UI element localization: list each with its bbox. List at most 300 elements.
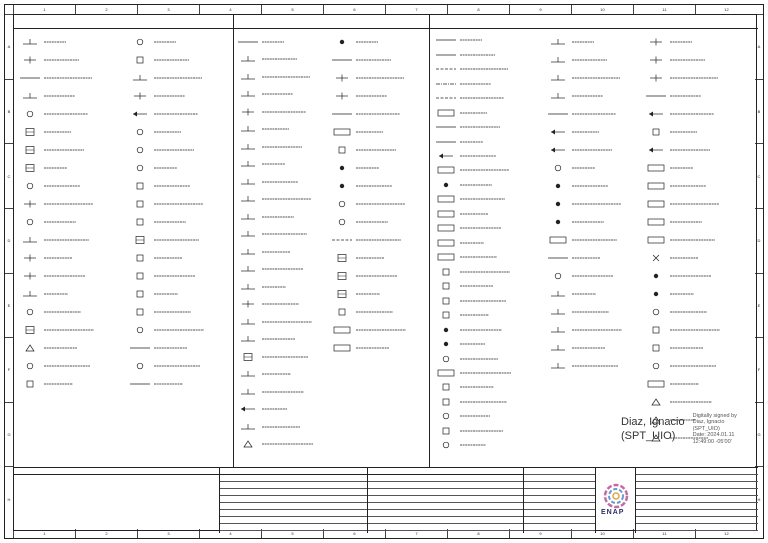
legend-symbol-icon (19, 308, 41, 316)
legend-symbol-icon (435, 138, 457, 146)
legend-entry (434, 207, 542, 221)
legend-symbol-icon (435, 80, 457, 88)
legend-symbol-icon (645, 398, 667, 406)
legend-column (644, 33, 756, 447)
legend-description-illegible (260, 266, 320, 272)
legend-description-illegible (668, 111, 728, 117)
title-block-row (220, 496, 367, 503)
legend-entry (644, 339, 756, 357)
legend-symbol-icon (435, 355, 457, 363)
grid-column-label: 1 (13, 5, 75, 14)
legend-description-illegible (458, 428, 518, 434)
title-block-project-info (636, 468, 758, 533)
legend-entry (18, 213, 122, 231)
title-block-row (368, 510, 523, 517)
legend-entry (434, 236, 542, 250)
legend-entry (644, 87, 756, 105)
legend-description-illegible (260, 284, 320, 290)
legend-entry (644, 141, 756, 159)
legend-symbol-icon (237, 423, 259, 431)
legend-symbol-icon (129, 380, 151, 388)
legend-entry (236, 383, 328, 401)
legend-entry (18, 141, 122, 159)
legend-description-illegible (260, 74, 320, 80)
legend-entry (330, 267, 428, 285)
legend-description-illegible (260, 406, 320, 412)
legend-description-illegible (458, 341, 518, 347)
title-block-row (636, 503, 758, 510)
legend-symbol-icon (129, 254, 151, 262)
legend-symbol-icon (237, 38, 259, 46)
legend-description-illegible (152, 165, 212, 171)
legend-description-illegible (42, 111, 102, 117)
legend-entry (644, 213, 756, 231)
grid-row-label: B (5, 79, 13, 144)
legend-panel-1 (14, 15, 234, 467)
legend-symbol-icon (129, 74, 151, 82)
signature-details (693, 413, 737, 445)
legend-entry (18, 321, 122, 339)
legend-symbol-icon (331, 272, 353, 280)
legend-symbol-icon (547, 74, 569, 82)
legend-description-illegible (42, 183, 102, 189)
grid-column-label: 10 (571, 5, 633, 14)
legend-description-illegible (152, 255, 212, 261)
legend-symbol-icon (547, 326, 569, 334)
legend-symbol-icon (331, 92, 353, 100)
legend-description-illegible (458, 167, 518, 173)
legend-symbol-icon (19, 344, 41, 352)
legend-entry (644, 393, 756, 411)
legend-symbol-icon (237, 318, 259, 326)
legend-column (546, 33, 640, 375)
legend-entry (330, 285, 428, 303)
legend-symbol-icon (435, 65, 457, 73)
title-block-row (524, 482, 595, 489)
legend-symbol-icon (547, 110, 569, 118)
legend-description-illegible (260, 371, 320, 377)
legend-entry (128, 375, 232, 393)
legend-symbol-icon (645, 380, 667, 388)
panel-header (14, 15, 233, 29)
legend-description-illegible (354, 39, 414, 45)
legend-description-illegible (570, 147, 630, 153)
grid-column-label: 4 (199, 5, 261, 14)
enap-logo-icon (598, 483, 634, 509)
legend-description-illegible (354, 291, 414, 297)
legend-entry (644, 285, 756, 303)
legend-symbol-icon (645, 362, 667, 370)
legend-symbol-icon (547, 236, 569, 244)
legend-entry (330, 105, 428, 123)
legend-symbol-icon (129, 182, 151, 190)
legend-description-illegible (260, 336, 320, 342)
legend-symbol-icon (547, 128, 569, 136)
legend-description-illegible (570, 327, 630, 333)
legend-entry (434, 62, 542, 76)
grid-row-label: B (755, 79, 763, 144)
grid-column-label: 11 (633, 529, 695, 538)
legend-symbol-icon (331, 236, 353, 244)
legend-entry (330, 33, 428, 51)
grid-column-label: 7 (385, 529, 447, 538)
legend-entry (546, 339, 640, 357)
legend-entry (644, 267, 756, 285)
legend-entry (434, 192, 542, 206)
legend-symbol-icon (547, 164, 569, 172)
legend-entry (236, 348, 328, 366)
title-block-references (220, 468, 368, 533)
grid-row-label: H (755, 466, 763, 531)
legend-entry (434, 438, 542, 452)
legend-entry (236, 418, 328, 436)
legend-entry (434, 250, 542, 264)
legend-symbol-icon (435, 326, 457, 334)
legend-description-illegible (260, 91, 320, 97)
legend-entry (644, 69, 756, 87)
legend-symbol-icon (645, 344, 667, 352)
legend-description-illegible (42, 147, 102, 153)
legend-description-illegible (458, 442, 518, 448)
legend-entry (434, 76, 542, 90)
legend-symbol-icon (237, 283, 259, 291)
legend-description-illegible (42, 237, 102, 243)
digital-signature (621, 413, 737, 445)
title-block-row (636, 517, 758, 524)
legend-entry (128, 33, 232, 51)
legend-symbol-icon (129, 200, 151, 208)
legend-description-illegible (458, 254, 518, 260)
grid-row-label: G (755, 402, 763, 467)
legend-entry (644, 51, 756, 69)
legend-entry (18, 357, 122, 375)
legend-symbol-icon (547, 344, 569, 352)
legend-entry (236, 436, 328, 454)
legend-symbol-icon (237, 55, 259, 63)
title-block-row (636, 482, 758, 489)
legend-description-illegible (668, 75, 728, 81)
legend-symbol-icon (19, 326, 41, 334)
legend-entry (434, 380, 542, 394)
legend-description-illegible (152, 201, 212, 207)
legend-symbol-icon (237, 90, 259, 98)
legend-symbol-icon (129, 344, 151, 352)
grid-row-label: E (5, 273, 13, 338)
legend-description-illegible (458, 196, 518, 202)
title-block-row (636, 524, 758, 531)
signer-name-line: Diaz, Ignacio (621, 416, 685, 429)
legend-symbol-icon (645, 164, 667, 172)
legend-symbol-icon (129, 362, 151, 370)
legend-symbol-icon (645, 74, 667, 82)
panel-header (430, 15, 758, 29)
grid-row-label: D (755, 208, 763, 273)
legend-symbol-icon (237, 440, 259, 448)
legend-description-illegible (152, 219, 212, 225)
legend-symbol-icon (331, 326, 353, 334)
legend-entry (236, 278, 328, 296)
legend-description-illegible (668, 273, 728, 279)
legend-description-illegible (458, 182, 518, 188)
grid-column-label: 11 (633, 5, 695, 14)
legend-entry (18, 33, 122, 51)
title-block-approvals (524, 468, 596, 533)
legend-symbol-icon (331, 290, 353, 298)
legend-entry (128, 249, 232, 267)
legend-entry (128, 87, 232, 105)
title-block-row (368, 496, 523, 503)
legend-symbol-icon (129, 308, 151, 316)
legend-symbol-icon (19, 182, 41, 190)
legend-description-illegible (260, 249, 320, 255)
signature-detail: Diaz, Ignacio (692, 419, 725, 426)
legend-symbol-icon (129, 218, 151, 226)
legend-symbol-icon (19, 200, 41, 208)
legend-description-illegible (42, 39, 102, 45)
legend-panel-2 (234, 15, 430, 467)
legend-description-illegible (152, 273, 212, 279)
legend-entry (236, 86, 328, 104)
grid-row-label: E (755, 273, 763, 338)
legend-description-illegible (458, 153, 518, 159)
grid-column-label: 8 (447, 5, 509, 14)
grid-column-label: 6 (323, 529, 385, 538)
legend-description-illegible (458, 327, 518, 333)
legend-description-illegible (570, 111, 630, 117)
legend-entry (236, 121, 328, 139)
legend-entry (546, 303, 640, 321)
legend-symbol-icon (129, 56, 151, 64)
legend-symbol-icon (435, 340, 457, 348)
legend-description-illegible (570, 129, 630, 135)
legend-entry (18, 177, 122, 195)
legend-entry (330, 159, 428, 177)
legend-symbol-icon (645, 56, 667, 64)
legend-description-illegible (260, 301, 320, 307)
legend-symbol-icon (19, 110, 41, 118)
legend-entry (128, 231, 232, 249)
legend-entry (330, 51, 428, 69)
legend-entry (434, 366, 542, 380)
legend-description-illegible (570, 57, 630, 63)
legend-symbol-icon (547, 308, 569, 316)
legend-entry (330, 195, 428, 213)
title-block-row (524, 524, 595, 531)
legend-description-illegible (668, 93, 728, 99)
legend-entry (330, 303, 428, 321)
legend-symbol-icon (331, 182, 353, 190)
legend-symbol-icon (237, 230, 259, 238)
legend-description-illegible (570, 39, 630, 45)
legend-entry (434, 221, 542, 235)
legend-symbol-icon (435, 36, 457, 44)
legend-description-illegible (152, 291, 212, 297)
legend-description-illegible (570, 237, 630, 243)
legend-description-illegible (458, 139, 518, 145)
legend-entry (546, 321, 640, 339)
notes-header (14, 468, 219, 475)
grid-row-label: H (5, 466, 13, 531)
legend-symbol-icon (331, 200, 353, 208)
legend-entry (236, 138, 328, 156)
legend-symbol-icon (435, 427, 457, 435)
legend-symbol-icon (129, 164, 151, 172)
legend-symbol-icon (547, 56, 569, 64)
legend-symbol-icon (435, 311, 457, 319)
legend-entry (18, 195, 122, 213)
legend-description-illegible (152, 147, 212, 153)
legend-description-illegible (668, 291, 728, 297)
legend-symbol-icon (237, 73, 259, 81)
legend-symbol-icon (237, 248, 259, 256)
legend-symbol-icon (547, 362, 569, 370)
legend-symbol-icon (547, 290, 569, 298)
legend-symbol-icon (435, 253, 457, 261)
drawing-frame (13, 14, 757, 531)
legend-entry (330, 321, 428, 339)
legend-description-illegible (570, 93, 630, 99)
legend-column (18, 33, 122, 393)
legend-symbol-icon (129, 110, 151, 118)
legend-description-illegible (260, 179, 320, 185)
left-grid-ruler (5, 14, 13, 531)
grid-row-label: D (5, 208, 13, 273)
legend-symbol-icon (645, 146, 667, 154)
legend-entry (434, 33, 542, 47)
legend-description-illegible (458, 95, 518, 101)
title-block-row (524, 489, 595, 496)
legend-description-illegible (668, 345, 728, 351)
legend-symbol-icon (645, 38, 667, 46)
legend-entry (546, 51, 640, 69)
legend-entry (546, 195, 640, 213)
legend-entry (236, 33, 328, 51)
legend-description-illegible (42, 255, 102, 261)
grid-row-label: F (755, 337, 763, 402)
legend-entry (128, 51, 232, 69)
legend-description-illegible (354, 129, 414, 135)
legend-symbol-icon (129, 92, 151, 100)
legend-symbol-icon (19, 218, 41, 226)
legend-description-illegible (668, 183, 728, 189)
legend-entry (18, 105, 122, 123)
signer-name (621, 415, 685, 443)
title-block-row (524, 468, 595, 475)
legend-description-illegible (458, 283, 518, 289)
legend-symbol-icon (331, 146, 353, 154)
signature-detail: Digitally signed by (692, 413, 737, 419)
legend-description-illegible (260, 144, 320, 150)
legend-description-illegible (354, 75, 414, 81)
legend-symbol-icon (645, 236, 667, 244)
legend-description-illegible (458, 211, 518, 217)
legend-entry (236, 243, 328, 261)
legend-symbol-icon (129, 146, 151, 154)
legend-entry (434, 163, 542, 177)
legend-entry (128, 177, 232, 195)
legend-symbol-icon (331, 74, 353, 82)
title-block-row (220, 489, 367, 496)
legend-symbol-icon (435, 369, 457, 377)
legend-description-illegible (570, 183, 630, 189)
legend-entry (236, 331, 328, 349)
legend-description-illegible (570, 273, 630, 279)
legend-entry (236, 226, 328, 244)
legend-symbol-icon (547, 272, 569, 280)
legend-description-illegible (152, 75, 212, 81)
legend-entry (434, 322, 542, 336)
signature-detail: 12:49:00 -05'00' (692, 438, 732, 445)
legend-entry (434, 134, 542, 148)
legend-symbol-icon (129, 290, 151, 298)
title-block-row (220, 510, 367, 517)
legend-symbol-icon (435, 166, 457, 174)
legend-description-illegible (668, 219, 728, 225)
legend-description-illegible (668, 57, 728, 63)
legend-entry (236, 103, 328, 121)
legend-description-illegible (570, 309, 630, 315)
legend-entry (236, 296, 328, 314)
legend-description-illegible (42, 327, 102, 333)
legend-description-illegible (354, 327, 414, 333)
legend-description-illegible (42, 309, 102, 315)
legend-entry (434, 178, 542, 192)
grid-column-label: 10 (571, 529, 633, 538)
legend-entry (546, 231, 640, 249)
legend-symbol-icon (237, 300, 259, 308)
legend-entry (128, 357, 232, 375)
title-block-row (636, 510, 758, 517)
legend-entry (644, 231, 756, 249)
legend-description-illegible (668, 165, 728, 171)
legend-entry (644, 375, 756, 393)
legend-description-illegible (458, 81, 518, 87)
legend-symbol-icon (19, 146, 41, 154)
legend-symbol-icon (435, 239, 457, 247)
legend-symbol-icon (547, 38, 569, 46)
legend-symbol-icon (331, 56, 353, 64)
legend-description-illegible (668, 363, 728, 369)
legend-symbol-icon (237, 108, 259, 116)
references-header (220, 468, 367, 475)
legend-description-illegible (668, 327, 728, 333)
title-block-row (524, 503, 595, 510)
legend-description-illegible (570, 363, 630, 369)
title-block-row (368, 482, 523, 489)
legend-entry (236, 366, 328, 384)
legend-description-illegible (260, 126, 320, 132)
legend-description-illegible (668, 147, 728, 153)
legend-description-illegible (260, 424, 320, 430)
title-block-revisions (368, 468, 524, 533)
legend-symbol-icon (237, 125, 259, 133)
legend-entry (18, 123, 122, 141)
grid-column-label: 9 (509, 529, 571, 538)
legend-symbol-icon (129, 272, 151, 280)
legend-entry (236, 208, 328, 226)
legend-entry (18, 375, 122, 393)
legend-description-illegible (42, 345, 102, 351)
legend-symbol-icon (237, 335, 259, 343)
legend-description-illegible (42, 165, 102, 171)
legend-entry (18, 159, 122, 177)
legend-symbol-icon (129, 326, 151, 334)
legend-description-illegible (260, 319, 320, 325)
legend-entry (18, 303, 122, 321)
legend-description-illegible (152, 237, 212, 243)
legend-symbol-icon (435, 210, 457, 218)
legend-entry (644, 123, 756, 141)
